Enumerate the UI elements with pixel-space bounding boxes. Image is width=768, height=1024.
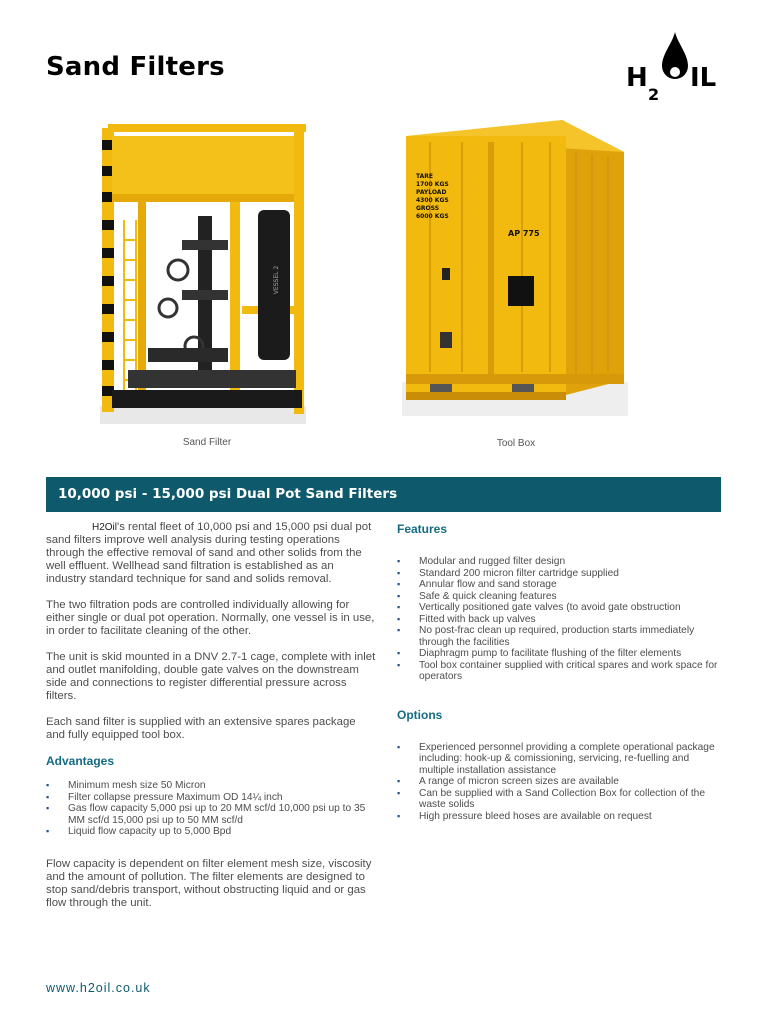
list-item: ▪ Minimum mesh size 50 Micron bbox=[46, 780, 376, 792]
section-title: 10,000 psi - 15,000 psi Dual Pot Sand Filters bbox=[58, 486, 398, 502]
list-item: ▪ A range of micron screen sizes are available bbox=[397, 776, 722, 788]
features-list bbox=[397, 556, 722, 683]
list-item: ▪ Diaphragm pump to facilitate flushing of the filter elements bbox=[397, 648, 722, 660]
paragraph-pods: The two filtration pods are controlled individually allowing for either single or dual pot operation. Normally, one vessel is in use, in order to facilitate cleaning of the other. bbox=[46, 599, 375, 637]
paragraph-flow-capacity: Flow capacity is dependent on filter element mesh size, viscosity and the amount of pollution. The filter elements are designed to stop sand/debris transport, without obstructing liquid and or gas flow through the unit. bbox=[46, 857, 372, 909]
list-item: ▪ Can be supplied with a Sand Collection Box for collection of the waste solids bbox=[397, 788, 722, 811]
list-item: ▪ Safe & quick cleaning features bbox=[397, 591, 722, 603]
intro-text: 's rental fleet of 10,000 psi and 15,000 psi dual pot sand filters improve well analysis during testing operations through the effective removal of sand and other solids from the well effluent. Wellhead sand filtration is established as an industry standard technique for sand and solids removal. bbox=[46, 521, 372, 585]
paragraph-spares: Each sand filter is supplied with an extensive spares package and fully equipped tool box. bbox=[46, 716, 356, 741]
logo-h: H bbox=[626, 63, 648, 93]
brand-name: H2Oil bbox=[92, 522, 118, 533]
logo-il: IL bbox=[690, 63, 717, 93]
left-column bbox=[46, 521, 376, 923]
list-item: ▪ Tool box container supplied with critical spares and work space for operators bbox=[397, 660, 722, 683]
h2oil-logo bbox=[622, 30, 732, 102]
right-column bbox=[397, 523, 722, 836]
list-item: ▪ Standard 200 micron filter cartridge supplied bbox=[397, 568, 722, 580]
options-list bbox=[397, 742, 722, 823]
payload-label: PAYLOAD bbox=[416, 189, 447, 196]
advantages-list bbox=[46, 780, 376, 838]
list-item: ▪ Annular flow and sand storage bbox=[397, 579, 722, 591]
page-title: Sand Filters bbox=[46, 52, 225, 82]
paragraph-skid: The unit is skid mounted in a DNV 2.7-1 cage, complete with inlet and outlet manifolding, double gate valves on the downstream side and connections to register differential pressure across filters. bbox=[46, 651, 376, 702]
gross-value: 6000 KGS bbox=[416, 213, 449, 220]
tare-value: 1700 KGS bbox=[416, 181, 449, 188]
features-heading: Features bbox=[397, 522, 448, 536]
list-item: ▪ Liquid flow capacity up to 5,000 Bpd bbox=[46, 826, 376, 838]
svg-text:TARE 1700 KGS PAYLOAD bbox=[416, 173, 451, 220]
container-id: AP 775 bbox=[508, 229, 540, 238]
website-link[interactable]: www.h2oil.co.uk bbox=[46, 981, 151, 995]
intro-paragraph bbox=[46, 521, 376, 586]
payload-value: 4300 KGS bbox=[416, 197, 449, 204]
advantages-heading: Advantages bbox=[46, 754, 115, 768]
list-item: ▪ Gas flow capacity 5,000 psi up to 20 MM scf/d 10,000 psi up to 35 MM scf/d 15,000 psi up to 50 MM scf/d bbox=[46, 803, 376, 826]
list-item: ▪ No post-frac clean up required, production starts immediately through the facilities bbox=[397, 625, 722, 648]
sand-filter-caption: Sand Filter bbox=[182, 437, 232, 448]
tool-box-caption: Tool Box bbox=[496, 438, 536, 449]
list-item: ▪ Experienced personnel providing a complete operational package including: hook-up & comissioning, servicing, re-fuelling and multiple installation assistance bbox=[397, 742, 722, 777]
list-item: ▪ Filter collapse pressure Maximum OD 14¼ inch bbox=[46, 792, 376, 804]
list-item: ▪ Modular and rugged filter design bbox=[397, 556, 722, 568]
list-item: ▪ High pressure bleed hoses are available on request bbox=[397, 811, 722, 823]
list-item: ▪ Vertically positioned gate valves (to avoid gate obstruction bbox=[397, 602, 722, 614]
tare-label: TARE bbox=[416, 173, 433, 180]
logo-subscript-2: 2 bbox=[648, 85, 660, 102]
tool-box-photo bbox=[400, 112, 630, 422]
section-banner bbox=[46, 477, 721, 512]
list-item: ▪ Fitted with back up valves bbox=[397, 614, 722, 626]
sand-filter-photo bbox=[98, 120, 310, 430]
gross-label: GROSS bbox=[416, 205, 440, 212]
vessel-label: VESSEL 2 bbox=[273, 265, 280, 295]
options-heading: Options bbox=[397, 707, 443, 722]
